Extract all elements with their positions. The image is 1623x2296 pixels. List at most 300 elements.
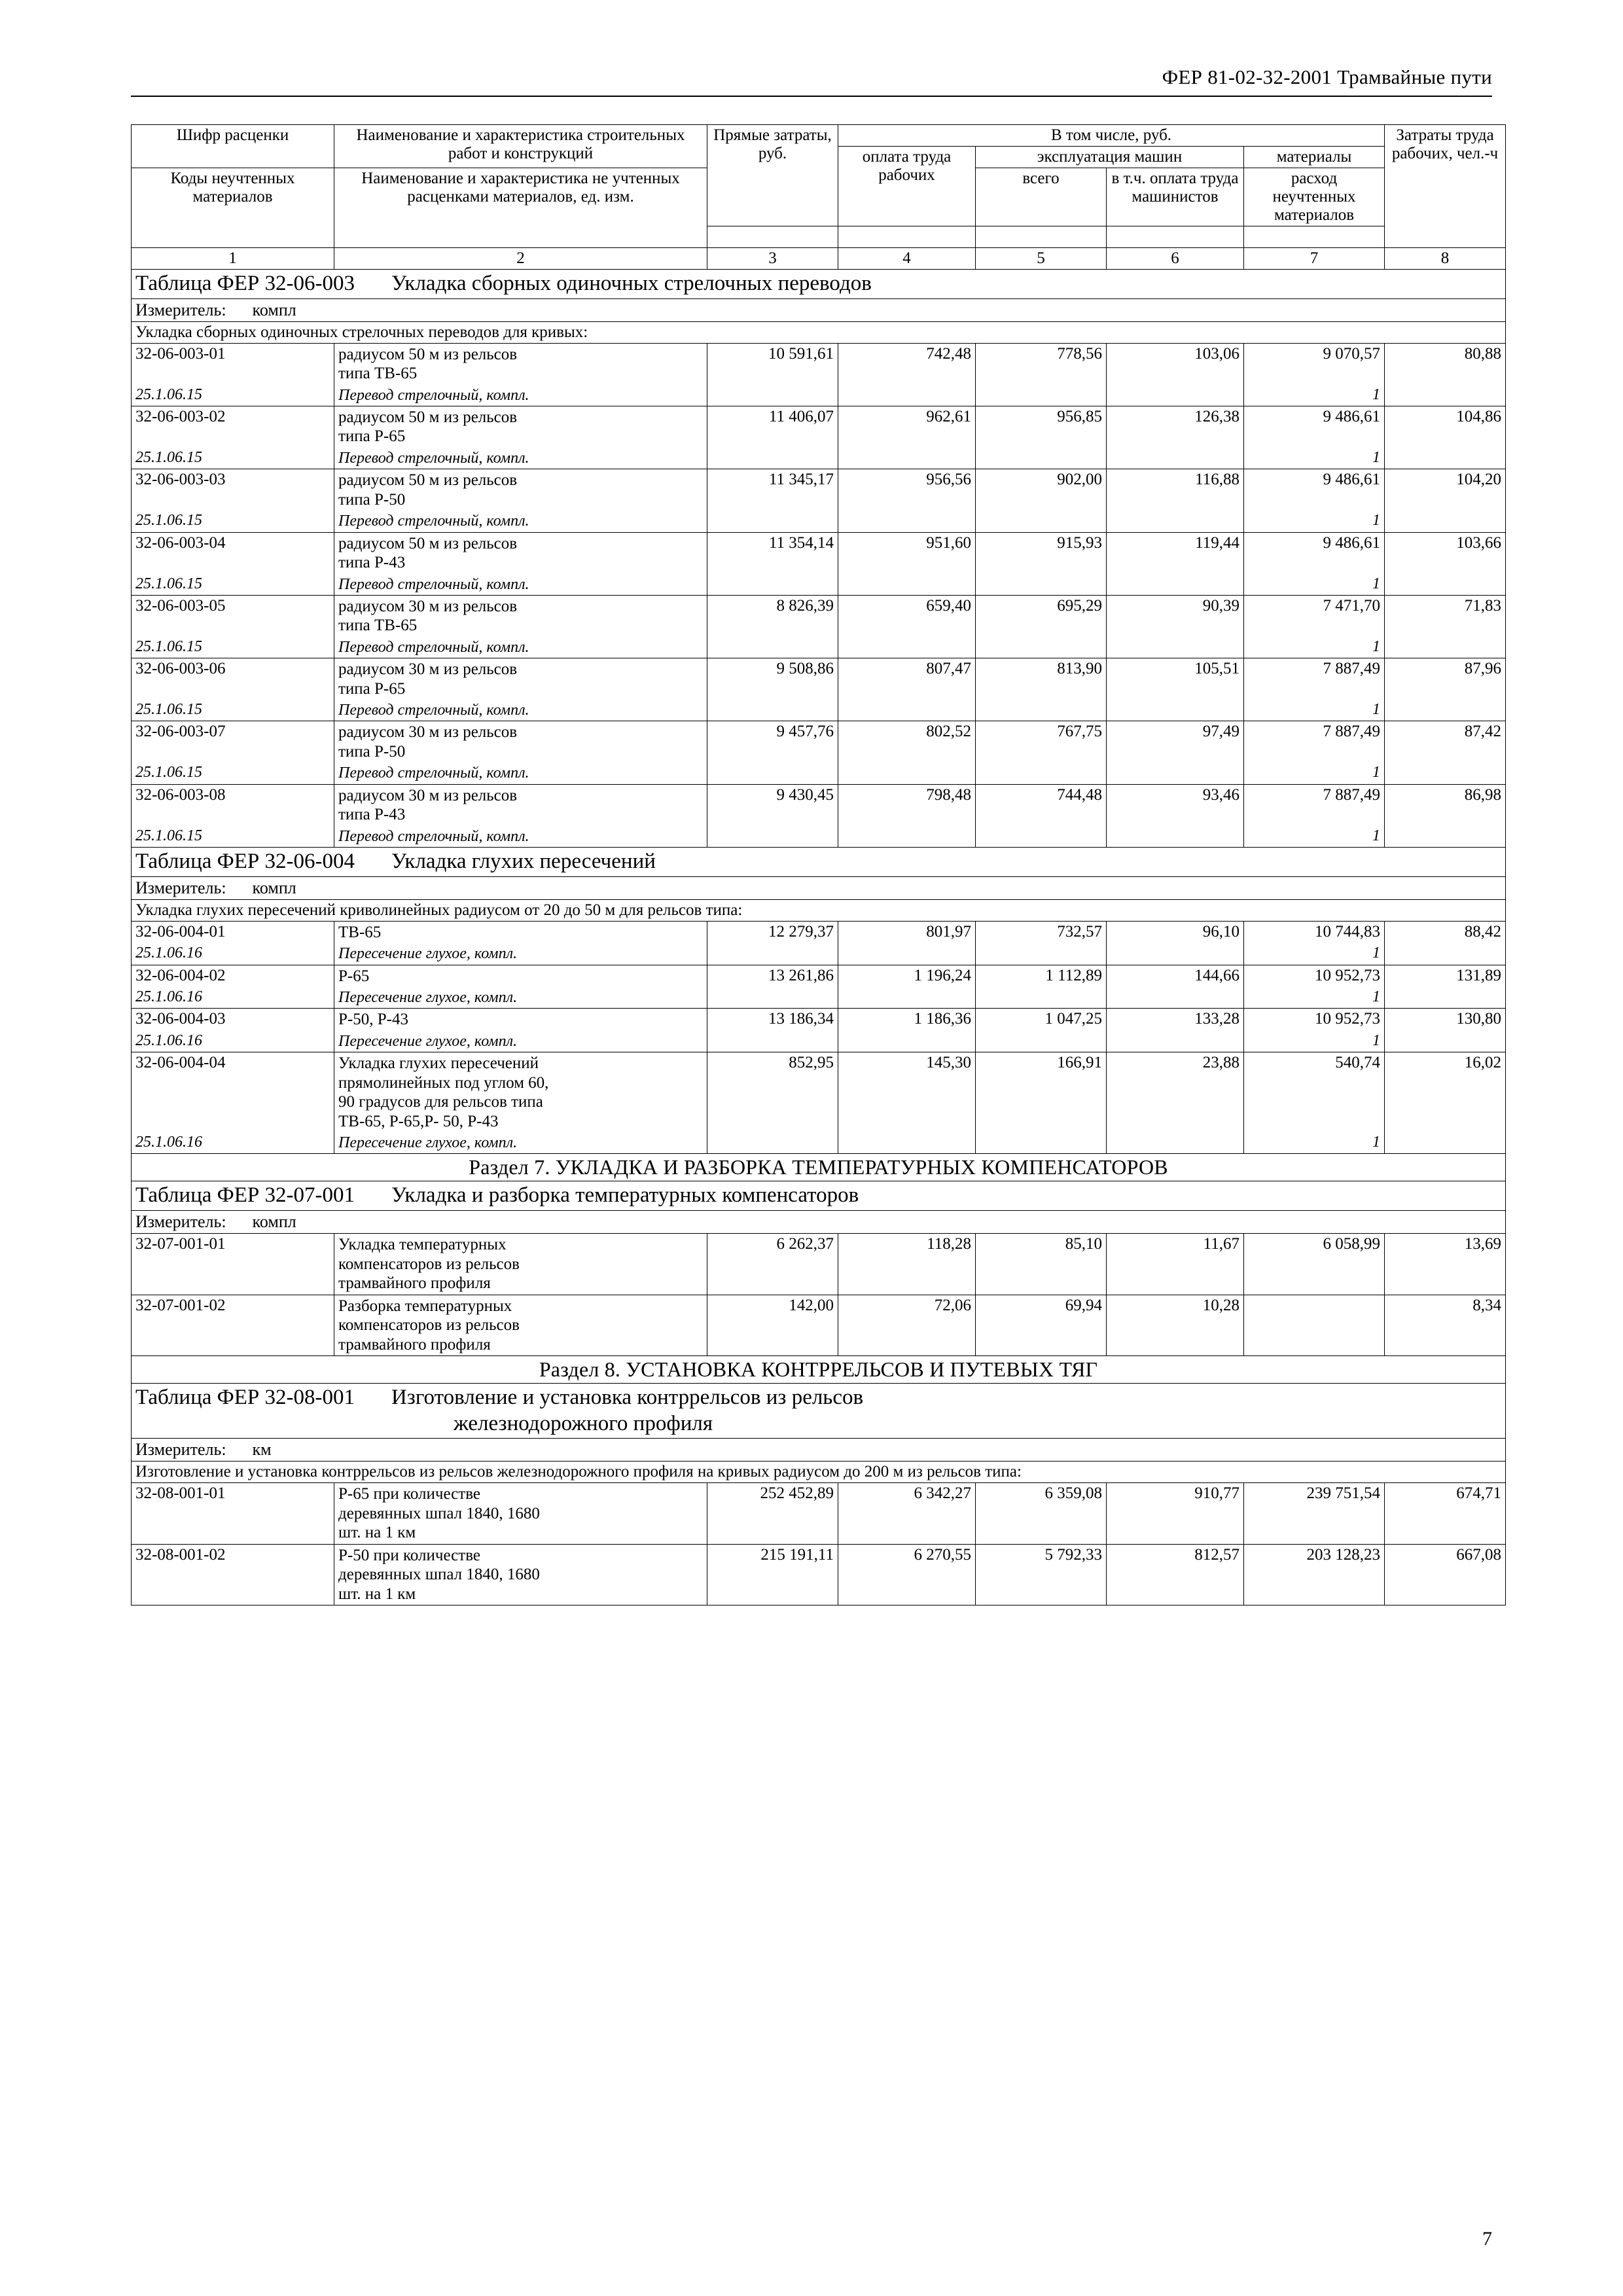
material-blank-4 <box>838 762 976 784</box>
material-qty: 1 <box>1244 1132 1385 1154</box>
material-row <box>132 574 1506 596</box>
table-row <box>132 1009 1506 1031</box>
row-materials: 9 486,61 <box>1244 532 1385 574</box>
section-row <box>132 1154 1506 1181</box>
material-qty: 1 <box>1244 1031 1385 1052</box>
row-operator-pay: 90,39 <box>1107 595 1244 637</box>
row-labor-pay: 801,97 <box>838 921 976 943</box>
material-blank-8 <box>1385 1031 1506 1052</box>
price-table <box>131 124 1506 1605</box>
page-number: 7 <box>1482 2228 1492 2250</box>
material-code: 25.1.06.15 <box>132 826 334 848</box>
material-code: 25.1.06.15 <box>132 574 334 596</box>
row-labor-pay: 1 196,24 <box>838 965 976 987</box>
header-col8: Затраты труда рабочих, чел.-ч <box>1385 125 1506 248</box>
material-name: Пересечение глухое, компл. <box>334 943 707 965</box>
material-blank-8 <box>1385 637 1506 658</box>
group-row <box>132 899 1506 921</box>
row-labor-pay: 962,61 <box>838 406 976 448</box>
material-blank-3 <box>707 385 838 406</box>
row-direct-costs: 13 261,86 <box>707 965 838 987</box>
material-name: Перевод стрелочный, компл. <box>334 637 707 658</box>
material-blank-8 <box>1385 448 1506 469</box>
table-row <box>132 1483 1506 1545</box>
row-labor-hours: 104,20 <box>1385 469 1506 511</box>
row-materials: 10 744,83 <box>1244 921 1385 943</box>
row-operator-pay: 144,66 <box>1107 965 1244 987</box>
material-blank-4 <box>838 1031 976 1052</box>
row-labor-pay: 1 186,36 <box>838 1009 976 1031</box>
measure <box>132 1439 1506 1462</box>
row-code: 32-07-001-01 <box>132 1234 334 1295</box>
material-row <box>132 700 1506 721</box>
material-blank-4 <box>838 700 976 721</box>
material-blank-6 <box>1107 385 1244 406</box>
row-labor-hours: 103,66 <box>1385 532 1506 574</box>
group-label: Изготовление и установка контррельсов из рельсов железнодорожного профиля на кривых радиусом до 200 м из рельсов типа: <box>132 1462 1506 1483</box>
table-row <box>132 784 1506 826</box>
row-name: радиусом 50 м из рельсов типа Р-43 <box>334 532 707 574</box>
material-blank-5 <box>976 1031 1107 1052</box>
row-machines-total: 732,57 <box>976 921 1107 943</box>
row-name: радиусом 50 м из рельсов типа Р-65 <box>334 406 707 448</box>
material-blank-3 <box>707 1031 838 1052</box>
row-direct-costs: 11 345,17 <box>707 469 838 511</box>
material-qty: 1 <box>1244 637 1385 658</box>
group-label: Укладка глухих пересечений криволинейных радиусом от 20 до 50 м для рельсов типа: <box>132 899 1506 921</box>
material-row <box>132 511 1506 532</box>
colnum-2: 2 <box>334 248 707 270</box>
colnum-5: 5 <box>976 248 1107 270</box>
row-machines-total: 166,91 <box>976 1052 1107 1133</box>
table-row <box>132 406 1506 448</box>
row-direct-costs: 11 406,07 <box>707 406 838 448</box>
table-title-name: Укладка сборных одиночных стрелочных переводов <box>391 272 872 295</box>
material-blank-6 <box>1107 826 1244 848</box>
row-code: 32-06-003-07 <box>132 721 334 763</box>
material-blank-6 <box>1107 987 1244 1009</box>
row-code: 32-06-004-04 <box>132 1052 334 1133</box>
material-blank-3 <box>707 574 838 596</box>
row-materials: 7 887,49 <box>1244 784 1385 826</box>
material-blank-4 <box>838 448 976 469</box>
row-operator-pay: 812,57 <box>1107 1544 1244 1605</box>
header-col3-spacer <box>707 226 838 248</box>
measure <box>132 298 1506 321</box>
row-code: 32-07-001-02 <box>132 1295 334 1356</box>
header-col6-spacer <box>976 226 1107 248</box>
group-row <box>132 321 1506 343</box>
row-labor-hours: 8,34 <box>1385 1295 1506 1356</box>
material-blank-5 <box>976 1132 1107 1154</box>
measure-row <box>132 1211 1506 1234</box>
row-labor-hours: 667,08 <box>1385 1544 1506 1605</box>
row-machines-total: 695,29 <box>976 595 1107 637</box>
header-col1-bottom: Коды неучтенных материалов <box>132 168 334 248</box>
material-blank-8 <box>1385 385 1506 406</box>
material-name: Пересечение глухое, компл. <box>334 1132 707 1154</box>
material-blank-6 <box>1107 511 1244 532</box>
row-materials: 540,74 <box>1244 1052 1385 1133</box>
table-row <box>132 595 1506 637</box>
row-labor-pay: 742,48 <box>838 343 976 385</box>
header-col2-top: Наименование и характеристика строительных работ и конструкций <box>334 125 707 168</box>
row-machines-total: 778,56 <box>976 343 1107 385</box>
material-blank-5 <box>976 943 1107 965</box>
row-labor-hours: 16,02 <box>1385 1052 1506 1133</box>
row-name: радиусом 30 м из рельсов типа Р-50 <box>334 721 707 763</box>
measure-label: Измеритель: <box>135 878 226 897</box>
row-direct-costs: 13 186,34 <box>707 1009 838 1031</box>
row-code: 32-06-003-06 <box>132 658 334 700</box>
row-direct-costs: 6 262,37 <box>707 1234 838 1295</box>
material-blank-8 <box>1385 943 1506 965</box>
table-row <box>132 343 1506 385</box>
material-blank-3 <box>707 987 838 1009</box>
material-blank-8 <box>1385 511 1506 532</box>
row-operator-pay: 116,88 <box>1107 469 1244 511</box>
material-code: 25.1.06.16 <box>132 987 334 1009</box>
row-labor-pay: 118,28 <box>838 1234 976 1295</box>
material-code: 25.1.06.15 <box>132 762 334 784</box>
table-row <box>132 965 1506 987</box>
table-row <box>132 1052 1506 1133</box>
row-code: 32-06-003-08 <box>132 784 334 826</box>
row-labor-pay: 951,60 <box>838 532 976 574</box>
material-blank-8 <box>1385 987 1506 1009</box>
material-row <box>132 762 1506 784</box>
material-blank-5 <box>976 987 1107 1009</box>
row-code: 32-08-001-01 <box>132 1483 334 1545</box>
row-materials: 7 887,49 <box>1244 721 1385 763</box>
row-labor-hours: 131,89 <box>1385 965 1506 987</box>
material-blank-3 <box>707 943 838 965</box>
header-col1-top: Шифр расценки <box>132 125 334 168</box>
row-labor-pay: 6 270,55 <box>838 1544 976 1605</box>
material-row <box>132 1132 1506 1154</box>
material-blank-3 <box>707 511 838 532</box>
row-name: радиусом 30 м из рельсов типа ТВ-65 <box>334 595 707 637</box>
material-qty: 1 <box>1244 762 1385 784</box>
row-materials: 9 070,57 <box>1244 343 1385 385</box>
header-group-total: В том числе, руб. <box>838 125 1385 147</box>
row-code: 32-06-004-01 <box>132 921 334 943</box>
material-blank-5 <box>976 574 1107 596</box>
row-name: Разборка температурных компенсаторов из рельсов трамвайного профиля <box>334 1295 707 1356</box>
row-code: 32-06-003-04 <box>132 532 334 574</box>
colnum-1: 1 <box>132 248 334 270</box>
row-machines-total: 767,75 <box>976 721 1107 763</box>
material-blank-4 <box>838 987 976 1009</box>
row-direct-costs: 852,95 <box>707 1052 838 1133</box>
material-row <box>132 987 1506 1009</box>
material-blank-5 <box>976 511 1107 532</box>
row-operator-pay: 910,77 <box>1107 1483 1244 1545</box>
material-blank-8 <box>1385 762 1506 784</box>
material-blank-3 <box>707 637 838 658</box>
material-name: Перевод стрелочный, компл. <box>334 574 707 596</box>
material-blank-3 <box>707 762 838 784</box>
material-blank-5 <box>976 762 1107 784</box>
row-code: 32-06-003-01 <box>132 343 334 385</box>
header-machines: эксплуатация машин <box>976 147 1244 168</box>
material-name: Перевод стрелочный, компл. <box>334 385 707 406</box>
row-machines-total: 902,00 <box>976 469 1107 511</box>
material-code: 25.1.06.15 <box>132 385 334 406</box>
header-col4: оплата труда рабочих <box>838 147 976 226</box>
table-header <box>132 125 1506 270</box>
material-blank-4 <box>838 943 976 965</box>
table-title-row <box>132 848 1506 877</box>
measure-row <box>132 876 1506 899</box>
row-machines-total: 813,90 <box>976 658 1107 700</box>
material-row <box>132 943 1506 965</box>
material-blank-5 <box>976 385 1107 406</box>
row-operator-pay: 105,51 <box>1107 658 1244 700</box>
measure-value: компл <box>252 878 296 897</box>
material-blank-8 <box>1385 700 1506 721</box>
section-title: Раздел 8. УСТАНОВКА КОНТРРЕЛЬСОВ И ПУТЕВЫХ ТЯГ <box>132 1356 1506 1384</box>
row-machines-total: 1 047,25 <box>976 1009 1107 1031</box>
row-code: 32-06-003-02 <box>132 406 334 448</box>
material-blank-4 <box>838 574 976 596</box>
row-labor-hours: 88,42 <box>1385 921 1506 943</box>
table-title-row <box>132 1384 1506 1439</box>
table-title <box>132 270 1506 299</box>
material-blank-6 <box>1107 574 1244 596</box>
row-direct-costs: 142,00 <box>707 1295 838 1356</box>
row-labor-pay: 798,48 <box>838 784 976 826</box>
row-machines-total: 956,85 <box>976 406 1107 448</box>
table-title-name-line1: Изготовление и установка контррельсов из рельсов <box>391 1386 864 1410</box>
row-name: Укладка глухих пересечений прямолинейных под углом 60, 90 градусов для рельсов типа ТВ-65, Р-65,Р- 50, Р-43 <box>334 1052 707 1133</box>
row-machines-total: 85,10 <box>976 1234 1107 1295</box>
material-blank-4 <box>838 1132 976 1154</box>
table-title-name: Укладка глухих пересечений <box>391 850 656 874</box>
row-name: Р-50, Р-43 <box>334 1009 707 1031</box>
table-row <box>132 721 1506 763</box>
row-name: радиусом 50 м из рельсов типа Р-50 <box>334 469 707 511</box>
header-col6: в т.ч. оплата труда машинистов <box>1107 168 1244 226</box>
material-blank-5 <box>976 700 1107 721</box>
row-name: Р-65 <box>334 965 707 987</box>
material-blank-6 <box>1107 637 1244 658</box>
material-code: 25.1.06.15 <box>132 637 334 658</box>
row-labor-pay: 6 342,27 <box>838 1483 976 1545</box>
row-name: радиусом 30 м из рельсов типа Р-65 <box>334 658 707 700</box>
material-blank-8 <box>1385 1132 1506 1154</box>
table-title-row <box>132 270 1506 299</box>
row-materials: 10 952,73 <box>1244 965 1385 987</box>
material-name: Перевод стрелочный, компл. <box>334 826 707 848</box>
row-direct-costs: 9 430,45 <box>707 784 838 826</box>
row-materials: 239 751,54 <box>1244 1483 1385 1545</box>
measure-label: Измеритель: <box>135 1212 226 1232</box>
row-labor-pay: 145,30 <box>838 1052 976 1133</box>
material-code: 25.1.06.15 <box>132 700 334 721</box>
table-body <box>132 270 1506 1605</box>
table-row <box>132 1234 1506 1295</box>
material-blank-3 <box>707 448 838 469</box>
table-title <box>132 848 1506 877</box>
row-direct-costs: 9 508,86 <box>707 658 838 700</box>
row-direct-costs: 252 452,89 <box>707 1483 838 1545</box>
table-row <box>132 921 1506 943</box>
row-materials: 7 887,49 <box>1244 658 1385 700</box>
row-materials: 7 471,70 <box>1244 595 1385 637</box>
row-direct-costs: 215 191,11 <box>707 1544 838 1605</box>
row-machines-total: 915,93 <box>976 532 1107 574</box>
row-machines-total: 1 112,89 <box>976 965 1107 987</box>
row-code: 32-06-003-03 <box>132 469 334 511</box>
row-labor-pay: 659,40 <box>838 595 976 637</box>
row-materials: 9 486,61 <box>1244 469 1385 511</box>
measure-value: км <box>252 1440 272 1460</box>
row-labor-hours: 674,71 <box>1385 1483 1506 1545</box>
group-row <box>132 1462 1506 1483</box>
measure-label: Измеритель: <box>135 300 226 319</box>
table-title-row <box>132 1181 1506 1211</box>
row-labor-hours: 86,98 <box>1385 784 1506 826</box>
material-row <box>132 385 1506 406</box>
row-labor-pay: 802,52 <box>838 721 976 763</box>
material-name: Перевод стрелочный, компл. <box>334 762 707 784</box>
row-operator-pay: 93,46 <box>1107 784 1244 826</box>
material-blank-8 <box>1385 826 1506 848</box>
header-col7-spacer <box>1107 226 1244 248</box>
material-code: 25.1.06.15 <box>132 448 334 469</box>
material-name: Пересечение глухое, компл. <box>334 1031 707 1052</box>
material-name: Перевод стрелочный, компл. <box>334 511 707 532</box>
material-qty: 1 <box>1244 385 1385 406</box>
row-operator-pay: 133,28 <box>1107 1009 1244 1031</box>
material-qty: 1 <box>1244 448 1385 469</box>
row-labor-hours: 80,88 <box>1385 343 1506 385</box>
material-code: 25.1.06.16 <box>132 1132 334 1154</box>
table-title <box>132 1384 1506 1439</box>
row-direct-costs: 10 591,61 <box>707 343 838 385</box>
row-machines-total: 6 359,08 <box>976 1483 1107 1545</box>
row-operator-pay: 10,28 <box>1107 1295 1244 1356</box>
row-name: радиусом 50 м из рельсов типа ТВ-65 <box>334 343 707 385</box>
row-operator-pay: 96,10 <box>1107 921 1244 943</box>
row-direct-costs: 8 826,39 <box>707 595 838 637</box>
measure <box>132 876 1506 899</box>
table-title-name-line2: железнодорожного профиля <box>454 1411 713 1435</box>
table-title <box>132 1181 1506 1211</box>
material-blank-3 <box>707 826 838 848</box>
header-materials: материалы <box>1244 147 1385 168</box>
table-title-name: Укладка и разборка температурных компенсаторов <box>391 1183 859 1208</box>
row-operator-pay: 126,38 <box>1107 406 1244 448</box>
table-row <box>132 1544 1506 1605</box>
row-machines-total: 5 792,33 <box>976 1544 1107 1605</box>
row-machines-total: 69,94 <box>976 1295 1107 1356</box>
material-blank-3 <box>707 1132 838 1154</box>
material-blank-6 <box>1107 700 1244 721</box>
row-labor-hours: 87,96 <box>1385 658 1506 700</box>
material-code: 25.1.06.16 <box>132 943 334 965</box>
row-name: Р-65 при количестве деревянных шпал 1840, 1680 шт. на 1 км <box>334 1483 707 1545</box>
material-row <box>132 826 1506 848</box>
measure-row <box>132 298 1506 321</box>
group-label: Укладка сборных одиночных стрелочных переводов для кривых: <box>132 321 1506 343</box>
material-qty: 1 <box>1244 826 1385 848</box>
material-blank-6 <box>1107 1031 1244 1052</box>
row-labor-hours: 130,80 <box>1385 1009 1506 1031</box>
row-direct-costs: 9 457,76 <box>707 721 838 763</box>
material-qty: 1 <box>1244 987 1385 1009</box>
row-name: радиусом 30 м из рельсов типа Р-43 <box>334 784 707 826</box>
material-blank-4 <box>838 385 976 406</box>
colnum-8: 8 <box>1385 248 1506 270</box>
table-title-code: Таблица ФЕР 32-06-004 <box>135 850 355 874</box>
row-labor-hours: 71,83 <box>1385 595 1506 637</box>
row-name: ТВ-65 <box>334 921 707 943</box>
material-blank-3 <box>707 700 838 721</box>
measure-value: компл <box>252 1212 296 1232</box>
row-labor-hours: 87,42 <box>1385 721 1506 763</box>
row-labor-hours: 104,86 <box>1385 406 1506 448</box>
row-operator-pay: 103,06 <box>1107 343 1244 385</box>
table-title-code: Таблица ФЕР 32-08-001 <box>135 1386 355 1410</box>
row-name: Укладка температурных компенсаторов из рельсов трамвайного профиля <box>334 1234 707 1295</box>
material-qty: 1 <box>1244 943 1385 965</box>
table-row <box>132 532 1506 574</box>
row-code: 32-06-004-03 <box>132 1009 334 1031</box>
material-code: 25.1.06.16 <box>132 1031 334 1052</box>
material-code: 25.1.06.15 <box>132 511 334 532</box>
table-row <box>132 1295 1506 1356</box>
page-header: ФЕР 81-02-32-2001 Трамвайные пути <box>131 65 1492 97</box>
material-blank-5 <box>976 637 1107 658</box>
material-blank-4 <box>838 511 976 532</box>
row-labor-pay: 72,06 <box>838 1295 976 1356</box>
measure-row <box>132 1439 1506 1462</box>
measure-label: Измеритель: <box>135 1440 226 1460</box>
row-materials: 9 486,61 <box>1244 406 1385 448</box>
row-direct-costs: 12 279,37 <box>707 921 838 943</box>
row-machines-total: 744,48 <box>976 784 1107 826</box>
row-code: 32-08-001-02 <box>132 1544 334 1605</box>
header-col7: расход неучтенных материалов <box>1244 168 1385 226</box>
material-name: Пересечение глухое, компл. <box>334 987 707 1009</box>
row-labor-pay: 807,47 <box>838 658 976 700</box>
colnum-4: 4 <box>838 248 976 270</box>
row-labor-pay: 956,56 <box>838 469 976 511</box>
material-blank-8 <box>1385 574 1506 596</box>
row-code: 32-06-004-02 <box>132 965 334 987</box>
material-row <box>132 1031 1506 1052</box>
material-blank-6 <box>1107 762 1244 784</box>
material-blank-4 <box>838 637 976 658</box>
row-materials: 10 952,73 <box>1244 1009 1385 1031</box>
measure-value: компл <box>252 300 296 319</box>
table-row <box>132 658 1506 700</box>
material-row <box>132 448 1506 469</box>
material-name: Перевод стрелочный, компл. <box>334 448 707 469</box>
row-code: 32-06-003-05 <box>132 595 334 637</box>
table-title-code: Таблица ФЕР 32-06-003 <box>135 272 355 295</box>
material-name: Перевод стрелочный, компл. <box>334 700 707 721</box>
material-qty: 1 <box>1244 574 1385 596</box>
material-blank-4 <box>838 826 976 848</box>
header-col5: всего <box>976 168 1107 226</box>
material-blank-6 <box>1107 943 1244 965</box>
table-title-code: Таблица ФЕР 32-07-001 <box>135 1183 355 1208</box>
row-name: Р-50 при количестве деревянных шпал 1840, 1680 шт. на 1 км <box>334 1544 707 1605</box>
colnum-7: 7 <box>1244 248 1385 270</box>
